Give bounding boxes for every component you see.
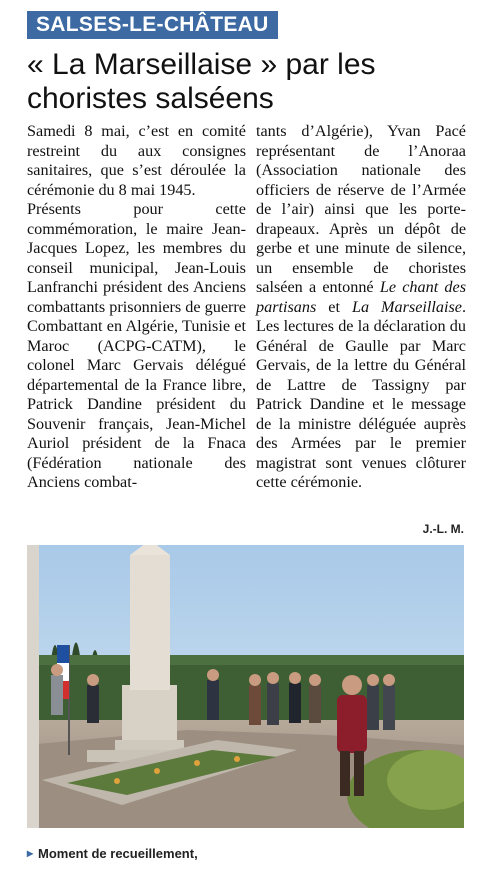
- article-column-2: [256, 122, 466, 493]
- section-label: SALSES-LE-CHÂTEAU: [27, 11, 278, 39]
- article-paragraph: Présents pour cette commémoration, le maire Jean-Jacques Lopez, les membres du conseil municipal, Jean-Louis Lanfranchi président des Anciens combattants prisonniers de guerre Combattant en Algérie, Tunisie et Maroc (ACPG-CATM), le colonel Marc Gervais délégué départemental de la France libre, Patrick Dandine président du Souvenir français, Jean-Michel Auriol président de la Fnaca (Fédération nationale des Anciens combat-: [27, 200, 246, 491]
- article-text: et: [316, 297, 352, 316]
- song-title: Le chant des partisans: [256, 278, 466, 316]
- article-text: tants d’Algérie), Yvan Pacé représentant de l’Anoraa (Association nationale des officiers de réserve de l’Armée de l’air) ainsi que les porte-drapeaux. Après un dépôt de gerbe et une minute de silence, un ensemble de choristes salséen a entonné: [256, 122, 466, 296]
- ceremony-photo-illustration: [27, 545, 464, 828]
- article-column-1: [27, 122, 246, 493]
- caption-marker-icon: ▸: [27, 846, 34, 860]
- ceremony-photo: [27, 545, 464, 828]
- caption-text: Moment de recueillement,: [38, 846, 198, 861]
- headline: « La Marseillaise » par les choristes salséens: [27, 48, 376, 115]
- article-text: . Les lectures de la déclaration du Général de Gaulle par Marc Gervais, de la lettre du Général de Lattre de Tassigny par Patrick Dandine et le message de la ministre déléguée auprès des Armées par le premier magistrat sont venues clôturer cette cérémonie.: [256, 297, 466, 491]
- article-paragraph: [256, 122, 466, 493]
- photo-caption: [27, 846, 198, 861]
- byline: J.-L. M.: [422, 522, 464, 536]
- article-paragraph: Samedi 8 mai, c’est en comité restreint du aux consignes sanitaires, que s’est déroulée la cérémonie du 8 mai 1945.: [27, 122, 246, 199]
- song-title: La Marseillaise: [351, 297, 462, 316]
